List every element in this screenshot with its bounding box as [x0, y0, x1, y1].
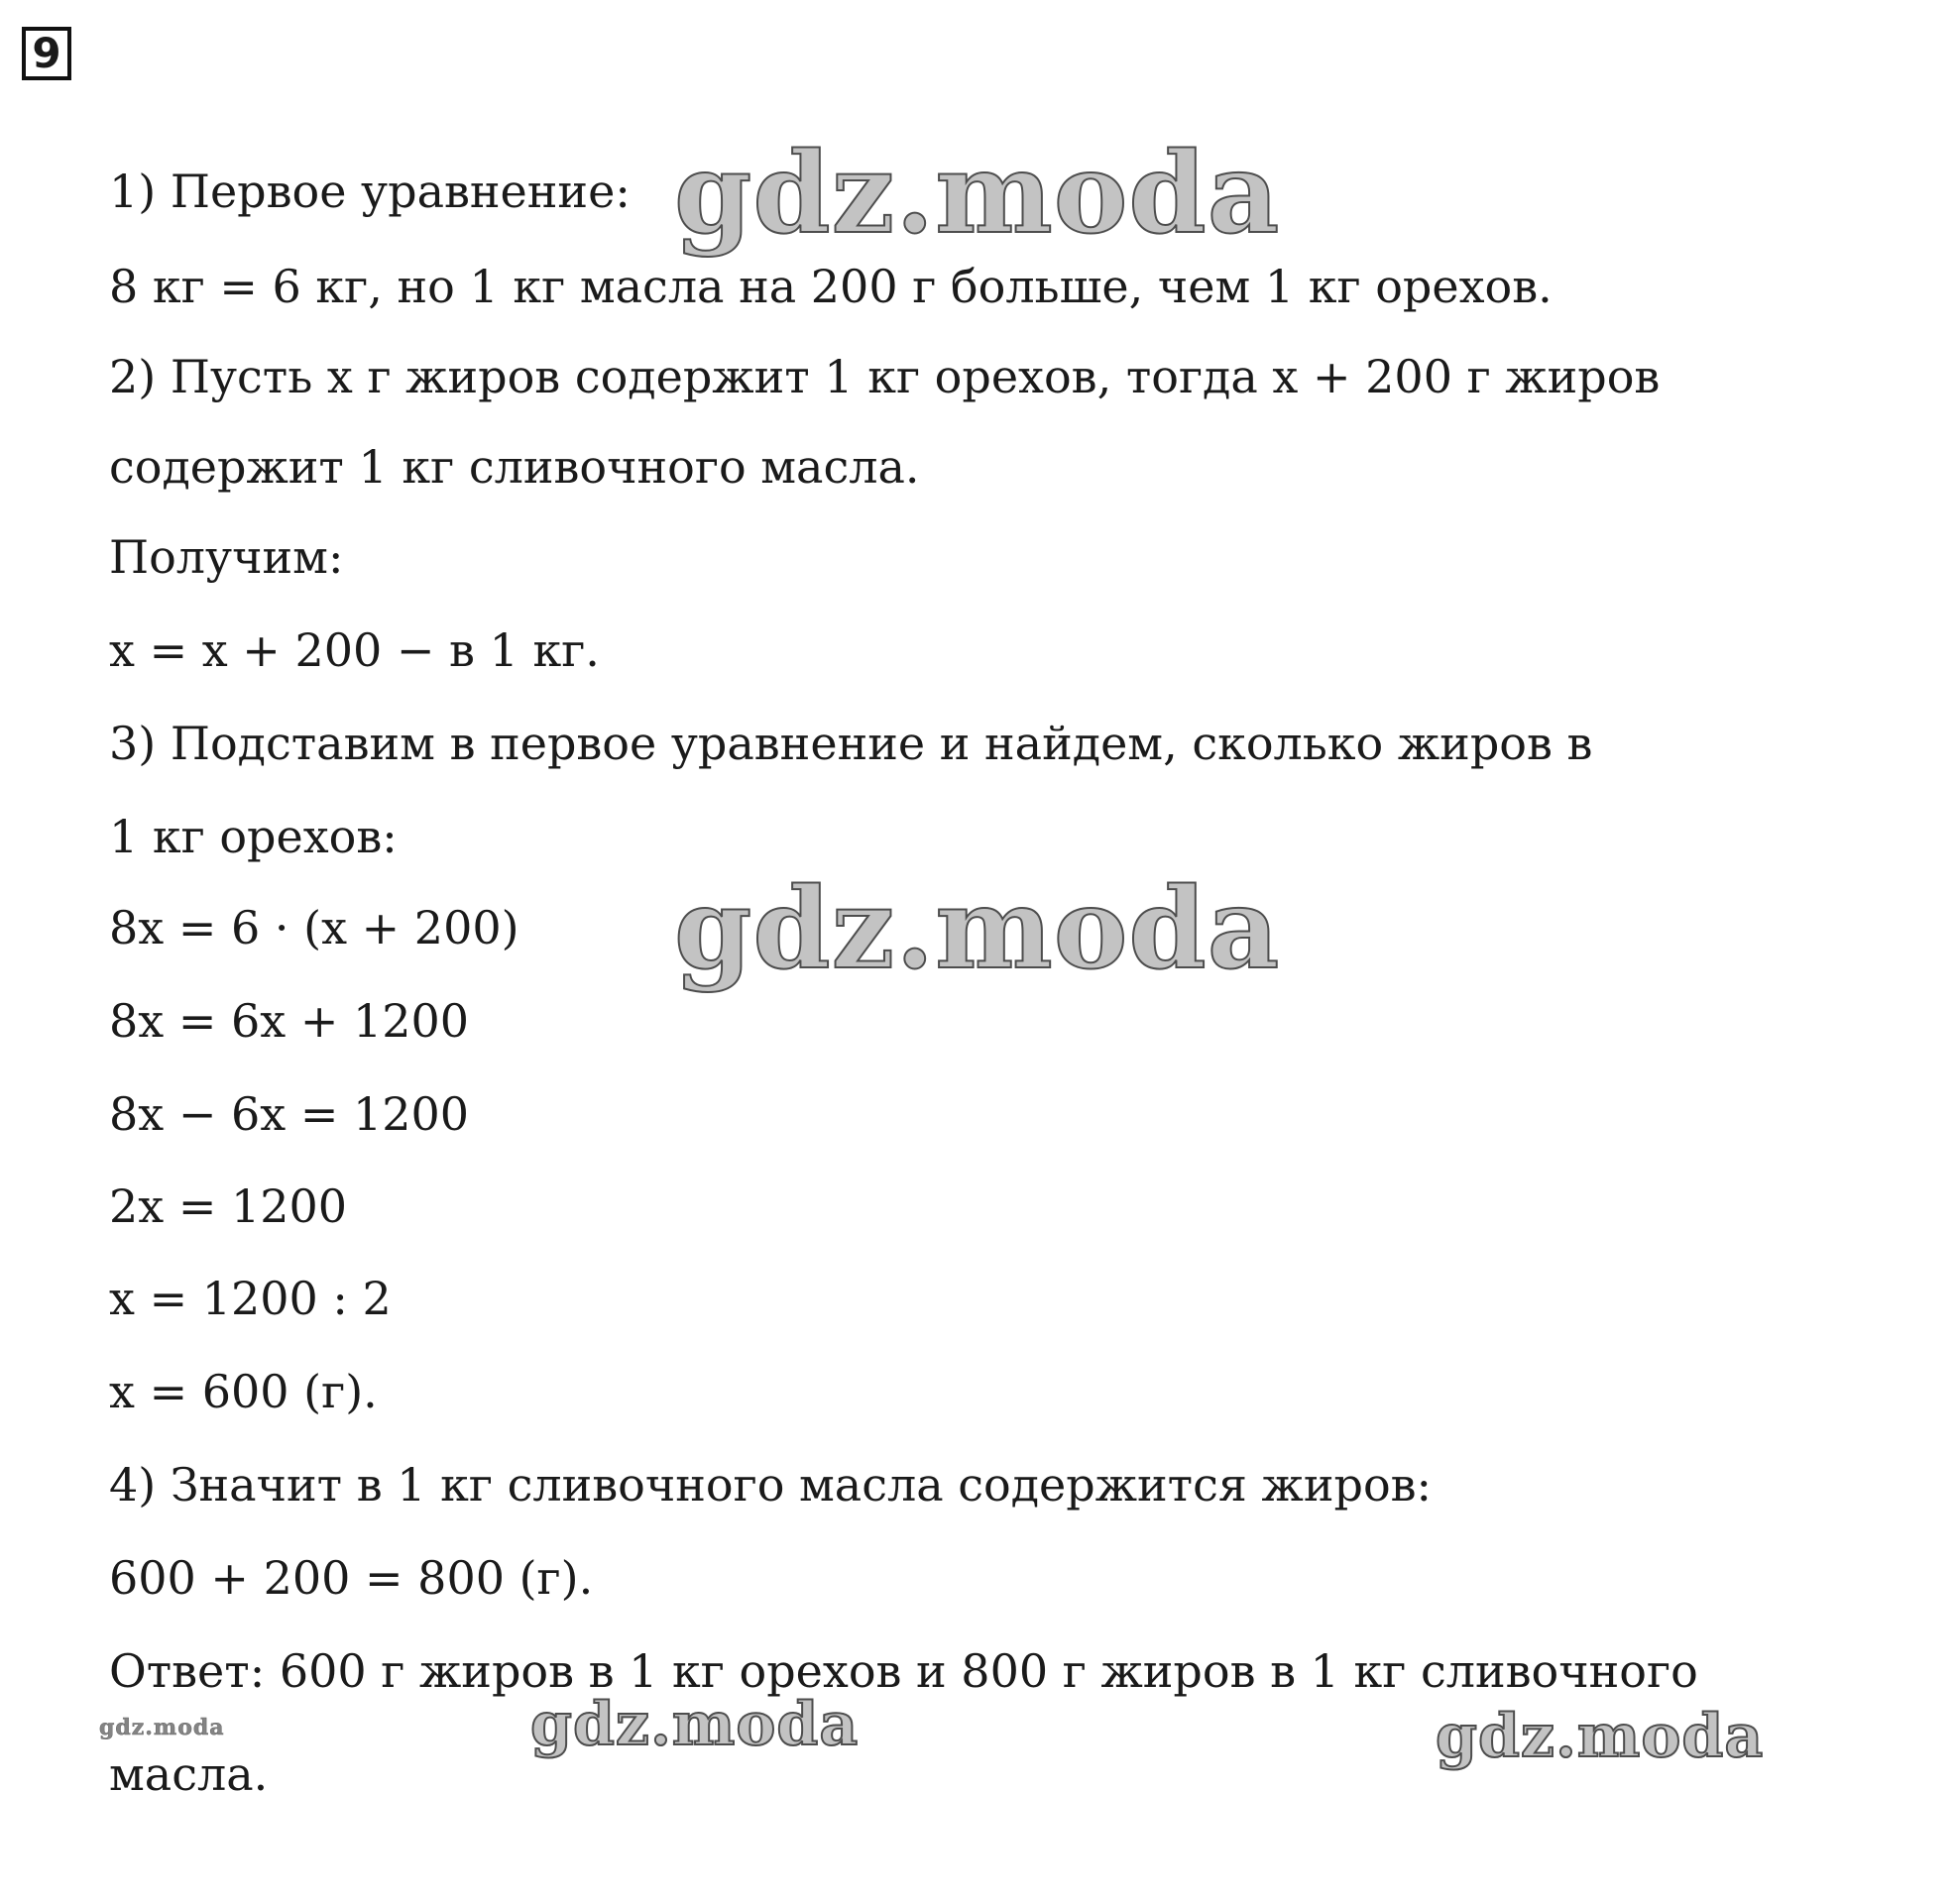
equation-line-2: 8x = 6x + 1200 [109, 994, 470, 1048]
equation-line-3: 8x − 6x = 1200 [109, 1087, 470, 1141]
solution-line-9: 4) Значит в 1 кг сливочного масла содержится жиров: [109, 1458, 1433, 1512]
equation-line-7: 600 + 200 = 800 (г). [109, 1551, 594, 1605]
solution-line-1: 1) Первое уравнение: [109, 165, 631, 218]
solution-line-8: 1 кг орехов: [109, 810, 398, 863]
watermark-logo: gdz.moda [530, 1690, 860, 1759]
solution-line-2: 8 кг = 6 кг, но 1 кг масла на 200 г больше, чем 1 кг орехов. [109, 260, 1553, 313]
task-number-badge: 9 [22, 27, 71, 80]
watermark-logo: gdz.moda [99, 1715, 225, 1740]
watermark-logo: gdz.moda [1436, 1702, 1765, 1771]
equation-line-4: 2x = 1200 [109, 1179, 348, 1233]
solution-line-3: 2) Пусть x г жиров содержит 1 кг орехов, тогда x + 200 г жиров [109, 350, 1661, 403]
watermark-logo: gdz.moda [674, 864, 1281, 994]
equation-line-6: x = 600 (г). [109, 1365, 378, 1418]
solution-line-6: x = x + 200 − в 1 кг. [109, 623, 600, 677]
answer-line-2: масла. [109, 1747, 269, 1801]
watermark-logo: gdz.moda [674, 129, 1281, 259]
solution-line-5: Получим: [109, 530, 344, 584]
solution-line-4: содержит 1 кг сливочного масла. [109, 440, 920, 494]
solution-line-7: 3) Подставим в первое уравнение и найдем, сколько жиров в [109, 717, 1593, 770]
equation-line-1: 8x = 6 · (x + 200) [109, 901, 519, 954]
equation-line-5: x = 1200 : 2 [109, 1272, 392, 1325]
answer-line-1: Ответ: 600 г жиров в 1 кг орехов и 800 г жиров в 1 кг сливочного [109, 1644, 1698, 1698]
